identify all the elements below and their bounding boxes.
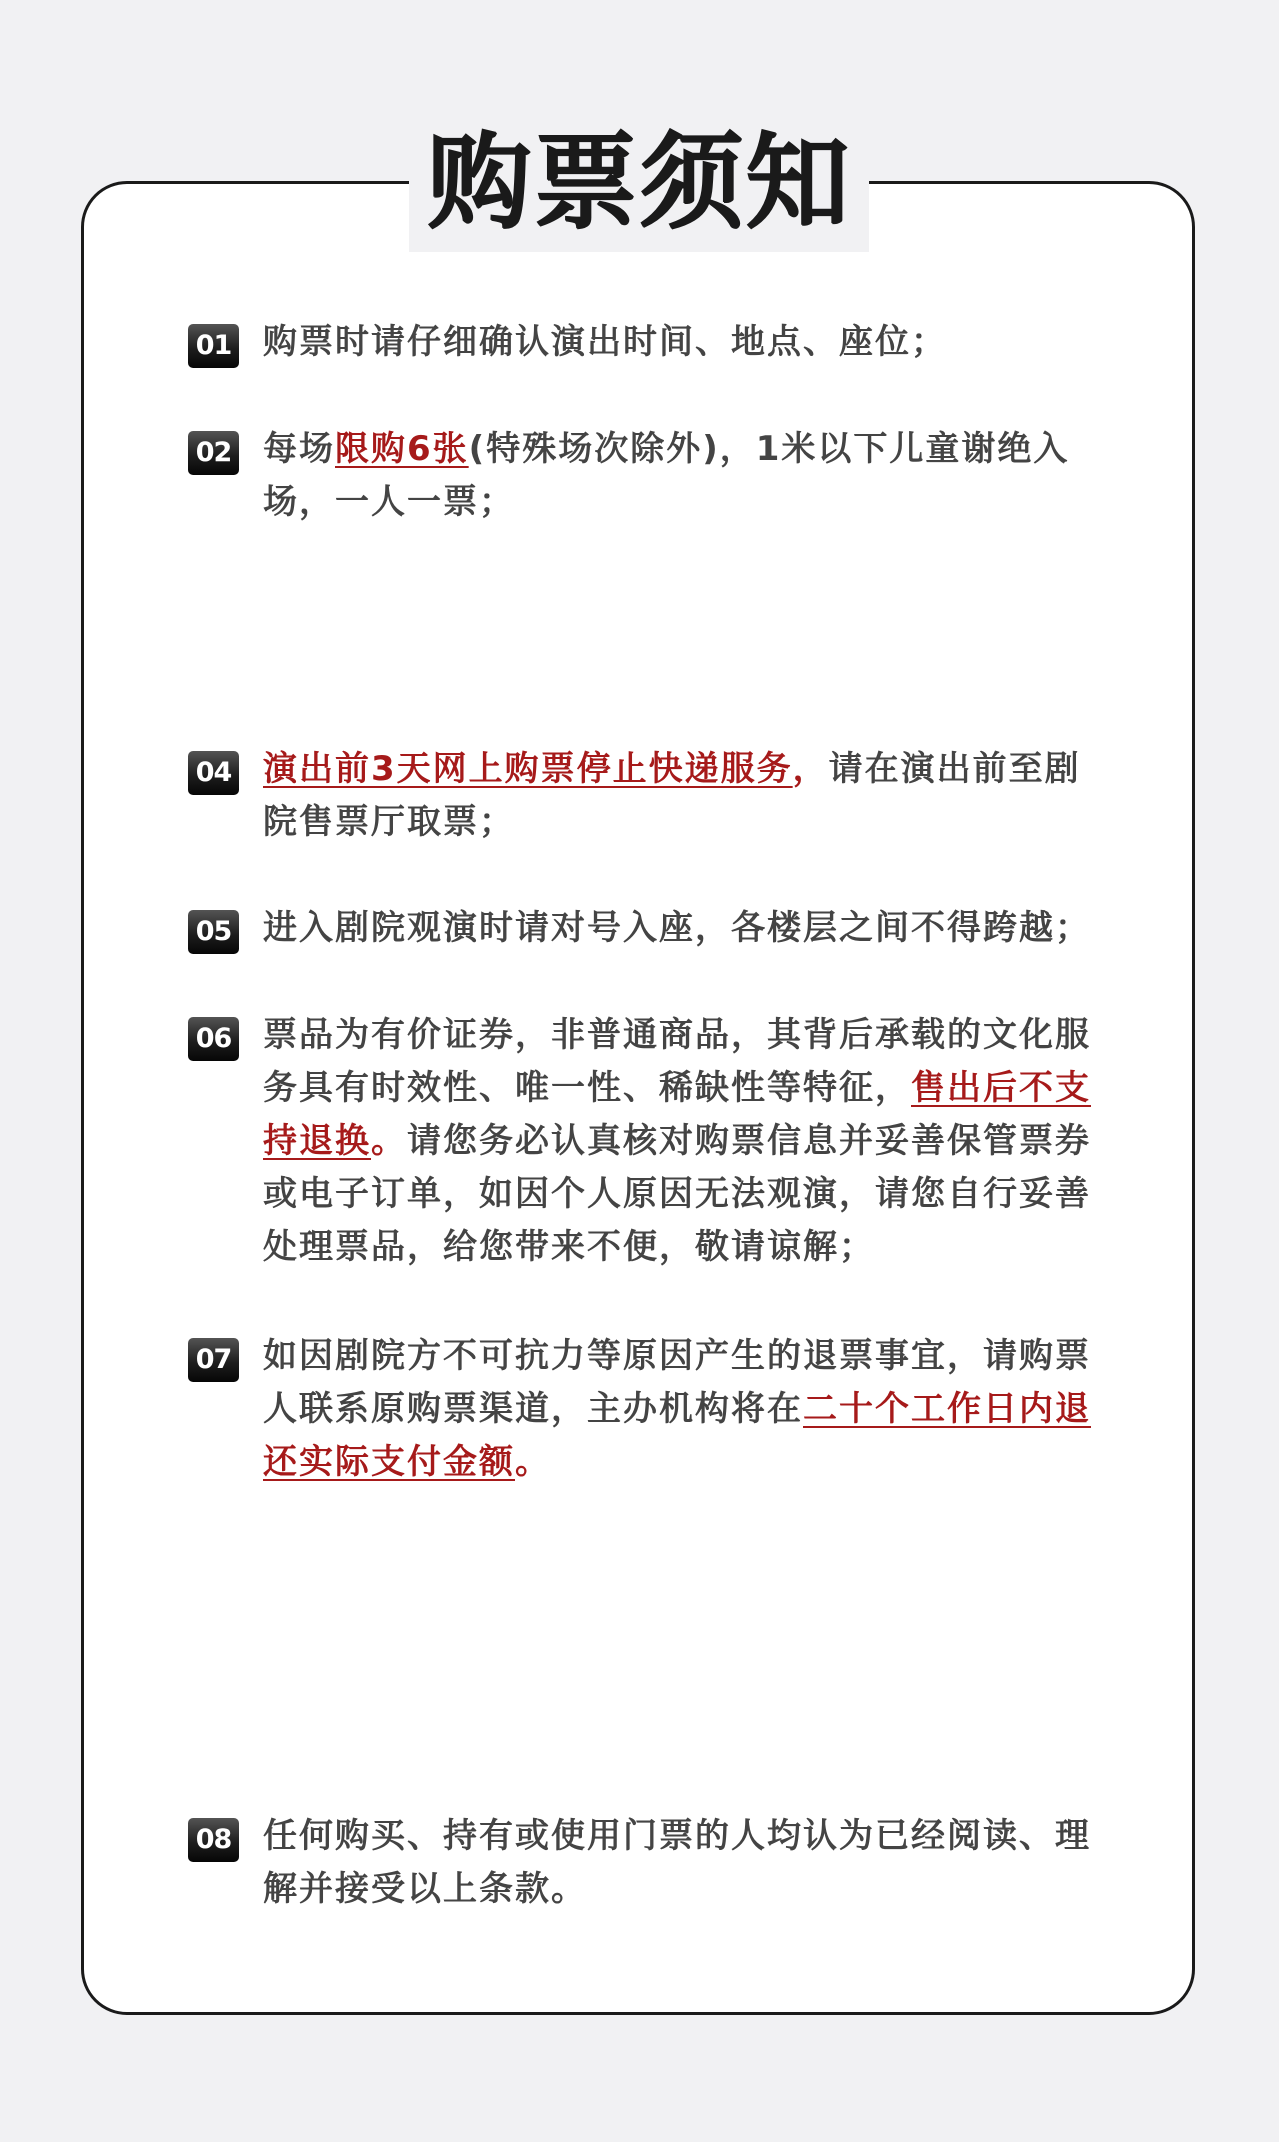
item-text: 票品为有价证券，非普通商品，其背后承载的文化服务具有时效性、唯一性、稀缺性等特征，售出后不支持退换。请您务必认真核对购票信息并妥善保管票券或电子订单，如因个人原因无法观演，请您自行妥善处理票品，给您带来不便，敬请谅解； (263, 1015, 1091, 1267)
item-number-badge: 06 (188, 1017, 239, 1061)
item-number-badge: 05 (188, 910, 239, 954)
item-number-badge: 07 (188, 1338, 239, 1382)
item-number-badge: 08 (188, 1818, 239, 1862)
title-banner (409, 112, 869, 252)
item-number-badge: 02 (188, 431, 239, 475)
highlight-refund-period: 二十个工作日内退还实际支付金额 (263, 1389, 1091, 1482)
item-text: 每场限购6张(特殊场次除外)，1米以下儿童谢绝入场，一人一票； (263, 429, 1070, 522)
item-text: 购票时请仔细确认演出时间、地点、座位； (263, 322, 947, 362)
item-text: 任何购买、持有或使用门票的人均认为已经阅读、理解并接受以上条款。 (263, 1816, 1091, 1909)
highlight-delivery-stop: 演出前3天网上购票停止快递服务 (263, 749, 793, 789)
highlight-no-refund: 售出后不支持退换 (263, 1068, 1091, 1161)
page-title: 购票须知 (426, 120, 851, 243)
item-text: 演出前3天网上购票停止快递服务，请在演出前至剧院售票厅取票； (263, 749, 1081, 842)
highlight-purchase-limit: 限购6张 (335, 429, 469, 469)
item-number-badge: 01 (188, 324, 239, 368)
item-number-badge: 04 (188, 751, 239, 795)
item-text: 进入剧院观演时请对号入座，各楼层之间不得跨越； (263, 908, 1091, 948)
item-text: 如因剧院方不可抗力等原因产生的退票事宜，请购票人联系原购票渠道，主办机构将在二十个工作日内退还实际支付金额。 (263, 1336, 1091, 1482)
